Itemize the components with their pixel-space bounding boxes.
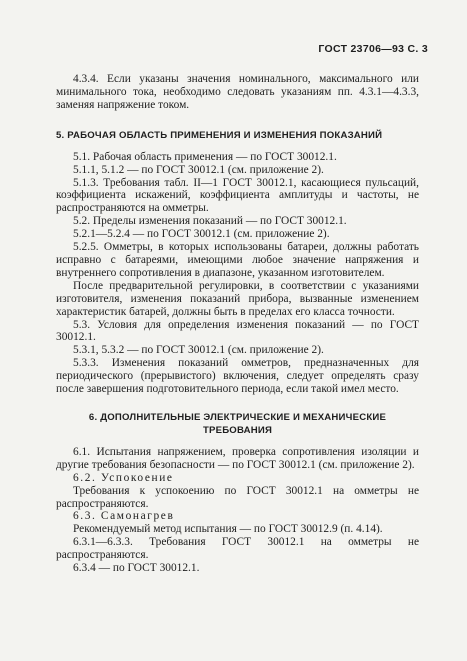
paragraph-5-3-1: 5.3.1, 5.3.2 — по ГОСТ 30012.1 (см. приложение 2). (73, 344, 324, 357)
paragraph-5-2-5: 5.2.5. Омметры, в которых использованы батареи, должны работать исправно с батареями, имеющими любое значение напряжения и внутреннего сопротивления в диапазоне, указанном изготовителем. (56, 241, 419, 279)
paragraph-6-1: 6.1. Испытания напряжением, проверка сопротивления изоляции и другие требования безопасности — по ГОСТ 30012.1 (см. приложение 2). (56, 445, 419, 471)
section-6-heading: 6. ДОПОЛНИТЕЛЬНЫЕ ЭЛЕКТРИЧЕСКИЕ И МЕХАНИЧЕСКИЕ ТРЕБОВАНИЯ (88, 411, 387, 436)
paragraph-5-1-1: 5.1.1, 5.1.2 — по ГОСТ 30012.1 (см. приложение 2). (73, 163, 324, 176)
paragraph-5-3: 5.3. Условия для определения изменения показаний — по ГОСТ 30012.1. (56, 318, 419, 344)
subheading-6-3: 6.3. Самонагрев (73, 510, 175, 523)
paragraph-6-3-method: Рекомендуемый метод испытания — по ГОСТ 30012.9 (п. 4.14). (73, 523, 383, 536)
paragraph-battery-adjustment: После предварительной регулировки, в соответствии с указаниями изготовителя, изменения показаний прибора, вызванные изменением характеристик батарей, должны быть в пределах его класса точности. (56, 279, 419, 318)
paragraph-6-3-1: 6.3.1—6.3.3. Требования ГОСТ 30012.1 на омметры не распространяются. (56, 536, 419, 562)
paragraph-6-2: Требования к успокоению по ГОСТ 30012.1 на омметры не распространяются. (56, 484, 419, 510)
paragraph-5-3-3: 5.3.3. Изменения показаний омметров, предназначенных для периодического (прерывистого) включения, следует определять сразу после завершения подготовительного периода, если такой имел место. (56, 357, 419, 396)
subheading-6-2: 6.2. Успокоение (73, 471, 174, 484)
page-header: ГОСТ 23706—93 С. 3 (318, 43, 428, 55)
section-5-heading: 5. РАБОЧАЯ ОБЛАСТЬ ПРИМЕНЕНИЯ И ИЗМЕНЕНИЯ ПОКАЗАНИЙ (56, 129, 383, 141)
paragraph-5-1-3: 5.1.3. Требования табл. II—1 ГОСТ 30012.1, касающиеся пульсаций, коэффициента искажений, коэффициента амплитуды и частоты, не распространяются на омметры. (56, 176, 419, 215)
paragraph-4-3-4: 4.3.4. Если указаны значения номинального, максимального или минимального тока, необходимо следовать указаниям пп. 4.3.1—4.3.3, заменяя напряжение током. (56, 73, 419, 111)
paragraph-6-3-4: 6.3.4 — по ГОСТ 30012.1. (73, 562, 200, 575)
paragraph-5-2: 5.2. Пределы изменения показаний — по ГОСТ 30012.1. (73, 215, 347, 228)
paragraph-5-2-1: 5.2.1—5.2.4 — по ГОСТ 30012.1 (см. приложение 2). (73, 228, 330, 241)
document-body (56, 73, 419, 575)
paragraph-5-1: 5.1. Рабочая область применения — по ГОСТ 30012.1. (73, 150, 337, 163)
